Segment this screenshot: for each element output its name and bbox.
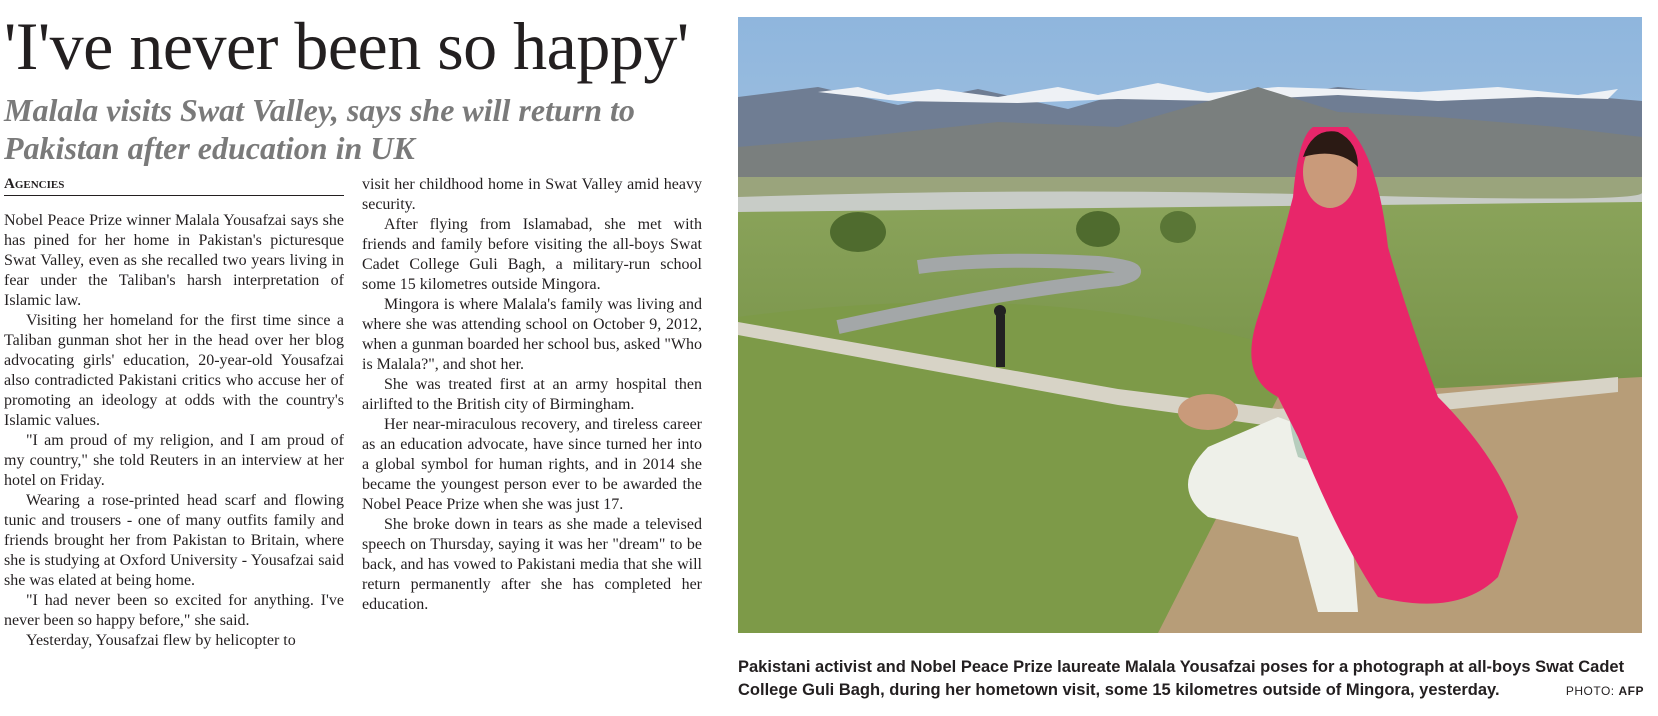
paragraph: She was treated first at an army hospital then airlifted to the British city of Birmingham. [362, 376, 702, 413]
photo-credit [1566, 684, 1644, 698]
headline: 'I've never been so happy' [4, 8, 689, 84]
paragraph: Nobel Peace Prize winner Malala Yousafzai says she has pined for her home in Pakistan's picturesque Swat Valley, even as she recalled two years living in fear under the Taliban's harsh interpretation of Islamic law. [4, 212, 344, 309]
paragraph: visit her childhood home in Swat Valley amid heavy security. [362, 176, 702, 213]
person-hands [1178, 394, 1238, 430]
photo-credit-label: PHOTO: [1565, 684, 1615, 698]
paragraph: Yesterday, Yousafzai flew by helicopter to [26, 632, 296, 649]
paragraph: "I had never been so excited for anything. I've never been so happy before," she said. [4, 592, 344, 629]
paragraph: Wearing a rose-printed head scarf and flowing tunic and trousers - one of many outfits family and friends brought her from Pakistan to Britain, where she is studying at Oxford University - Yousafzai said she was elated at being home. [4, 492, 344, 589]
tree [1076, 211, 1120, 247]
paragraph: Her near-miraculous recovery, and tireless career as an education advocate, have since turned her into a global symbol for human rights, and in 2014 she became the youngest person ever to be awarded the Nobel Peace Prize when she was just 17. [362, 416, 702, 513]
paragraph: She broke down in tears as she made a televised speech on Thursday, saying it was her "dream" to be back, and has vowed to Pakistani media that she will return permanently after she has completed her education. [362, 516, 702, 613]
article-column-2 [362, 175, 702, 615]
paragraph: Visiting her homeland for the first time since a Taliban gunman shot her in the head over her blog advocating girls' education, 20-year-old Yousafzai also contradicted Pakistani critics who accuse her of promoting an ideology at odds with the country's Islamic values. [4, 312, 344, 429]
distant-figure-head [994, 305, 1006, 317]
article-column-1 [4, 211, 344, 651]
byline: Agencies [4, 176, 344, 196]
tree [830, 212, 886, 252]
paragraph: After flying from Islamabad, she met with friends and family before visiting the all-boys Swat Cadet College Guli Bagh, a military-run school some 15 kilometres outside Mingora. [362, 216, 702, 293]
photo-illustration [738, 17, 1642, 633]
subheadline: Malala visits Swat Valley, says she will return to Pakistan after education in UK [4, 92, 635, 166]
news-photo [738, 17, 1642, 633]
photo-caption: Pakistani activist and Nobel Peace Prize laureate Malala Yousafzai poses for a photograph at all-boys Swat Cadet College Guli Bagh, during her hometown visit, some 15 kilometres outside of Mingora, yesterday. [738, 658, 1625, 699]
paragraph: Mingora is where Malala's family was living and where she was attending school on October 9, 2012, when a gunman boarded her school bus, asked "Who is Malala?", and shot her. [362, 296, 702, 373]
photo-credit-source: AFP [1618, 684, 1644, 698]
paragraph: "I am proud of my religion, and I am proud of my country," she told Reuters in an interview at her hotel on Friday. [4, 432, 344, 489]
distant-figure [996, 315, 1005, 367]
tree [1160, 211, 1196, 243]
